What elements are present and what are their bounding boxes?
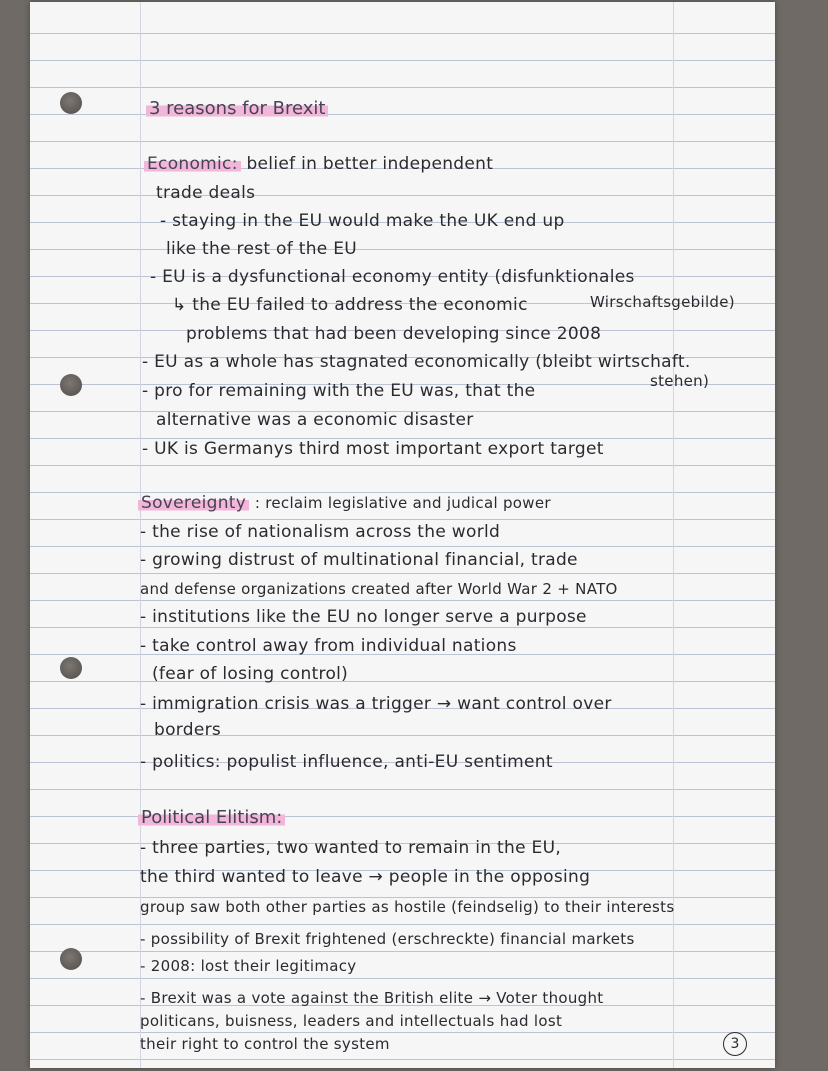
sovereignty-line-2: - growing distrust of multinational financial, trade — [140, 550, 578, 570]
economic-line-3: like the rest of the EU — [166, 239, 358, 259]
sovereignty-line-9: - politics: populist influence, anti-EU sentiment — [140, 752, 553, 772]
elitism-line-4: - possibility of Brexit frightened (erschreckte) financial markets — [140, 930, 635, 948]
notebook-page — [30, 2, 775, 1068]
political-elitism-label: Political Elitism: — [138, 807, 285, 828]
economic-line-10: - pro for remaining with the EU was, that the — [142, 381, 536, 401]
sovereignty-line-6: (fear of losing control) — [152, 664, 349, 684]
binder-hole-3 — [60, 657, 82, 679]
page-number: 3 — [723, 1032, 747, 1056]
elitism-line-8: their right to control the system — [140, 1035, 390, 1053]
binder-hole-2 — [60, 374, 82, 396]
economic-label: Economic: — [144, 154, 241, 174]
economic-line-8: - EU as a whole has stagnated economically (bleibt wirtschaft. — [142, 352, 691, 372]
sovereignty-line-1: - the rise of nationalism across the world — [140, 522, 501, 542]
sovereignty-line-8: borders — [154, 720, 222, 740]
elitism-line-6: - Brexit was a vote against the British elite → Voter thought — [140, 989, 604, 1007]
economic-heading-line — [144, 154, 493, 174]
economic-line-5: ↳ the EU failed to address the economic — [172, 295, 528, 315]
sovereignty-label: Sovereignty — [138, 493, 249, 513]
binder-hole-4 — [60, 948, 82, 970]
binder-hole-1 — [60, 92, 82, 114]
sovereignty-line-4: - institutions like the EU no longer serve a purpose — [140, 607, 587, 627]
elitism-line-3: group saw both other parties as hostile (feindselig) to their interests — [140, 898, 675, 916]
economic-line-2: - staying in the EU would make the UK end up — [160, 211, 565, 231]
economic-line-12: - UK is Germanys third most important export target — [142, 439, 604, 459]
economic-line-4: - EU is a dysfunctional economy entity (disfunktionales — [150, 267, 635, 287]
sovereignty-line-3: and defense organizations created after World War 2 + NATO — [140, 580, 618, 598]
elitism-line-7: politicans, buisness, leaders and intellectuals had lost — [140, 1012, 563, 1030]
economic-line-9: stehen) — [650, 372, 710, 390]
page-title: 3 reasons for Brexit — [146, 98, 328, 119]
economic-line-11: alternative was a economic disaster — [156, 410, 474, 430]
elitism-line-5: - 2008: lost their legitimacy — [140, 957, 357, 975]
economic-line-7: problems that had been developing since 2008 — [186, 324, 602, 344]
economic-line-6: Wirschaftsgebilde) — [590, 293, 735, 311]
economic-intro: belief in better independent — [246, 154, 494, 174]
elitism-line-1: - three parties, two wanted to remain in the EU, — [140, 838, 562, 858]
sovereignty-heading-line — [138, 493, 551, 513]
sovereignty-intro: : reclaim legislative and judical power — [254, 494, 551, 512]
economic-line-1: trade deals — [156, 183, 256, 203]
sovereignty-line-5: - take control away from individual nations — [140, 636, 517, 656]
sovereignty-line-7: - immigration crisis was a trigger → want control over — [140, 694, 612, 714]
elitism-line-2: the third wanted to leave → people in the opposing — [140, 867, 591, 887]
